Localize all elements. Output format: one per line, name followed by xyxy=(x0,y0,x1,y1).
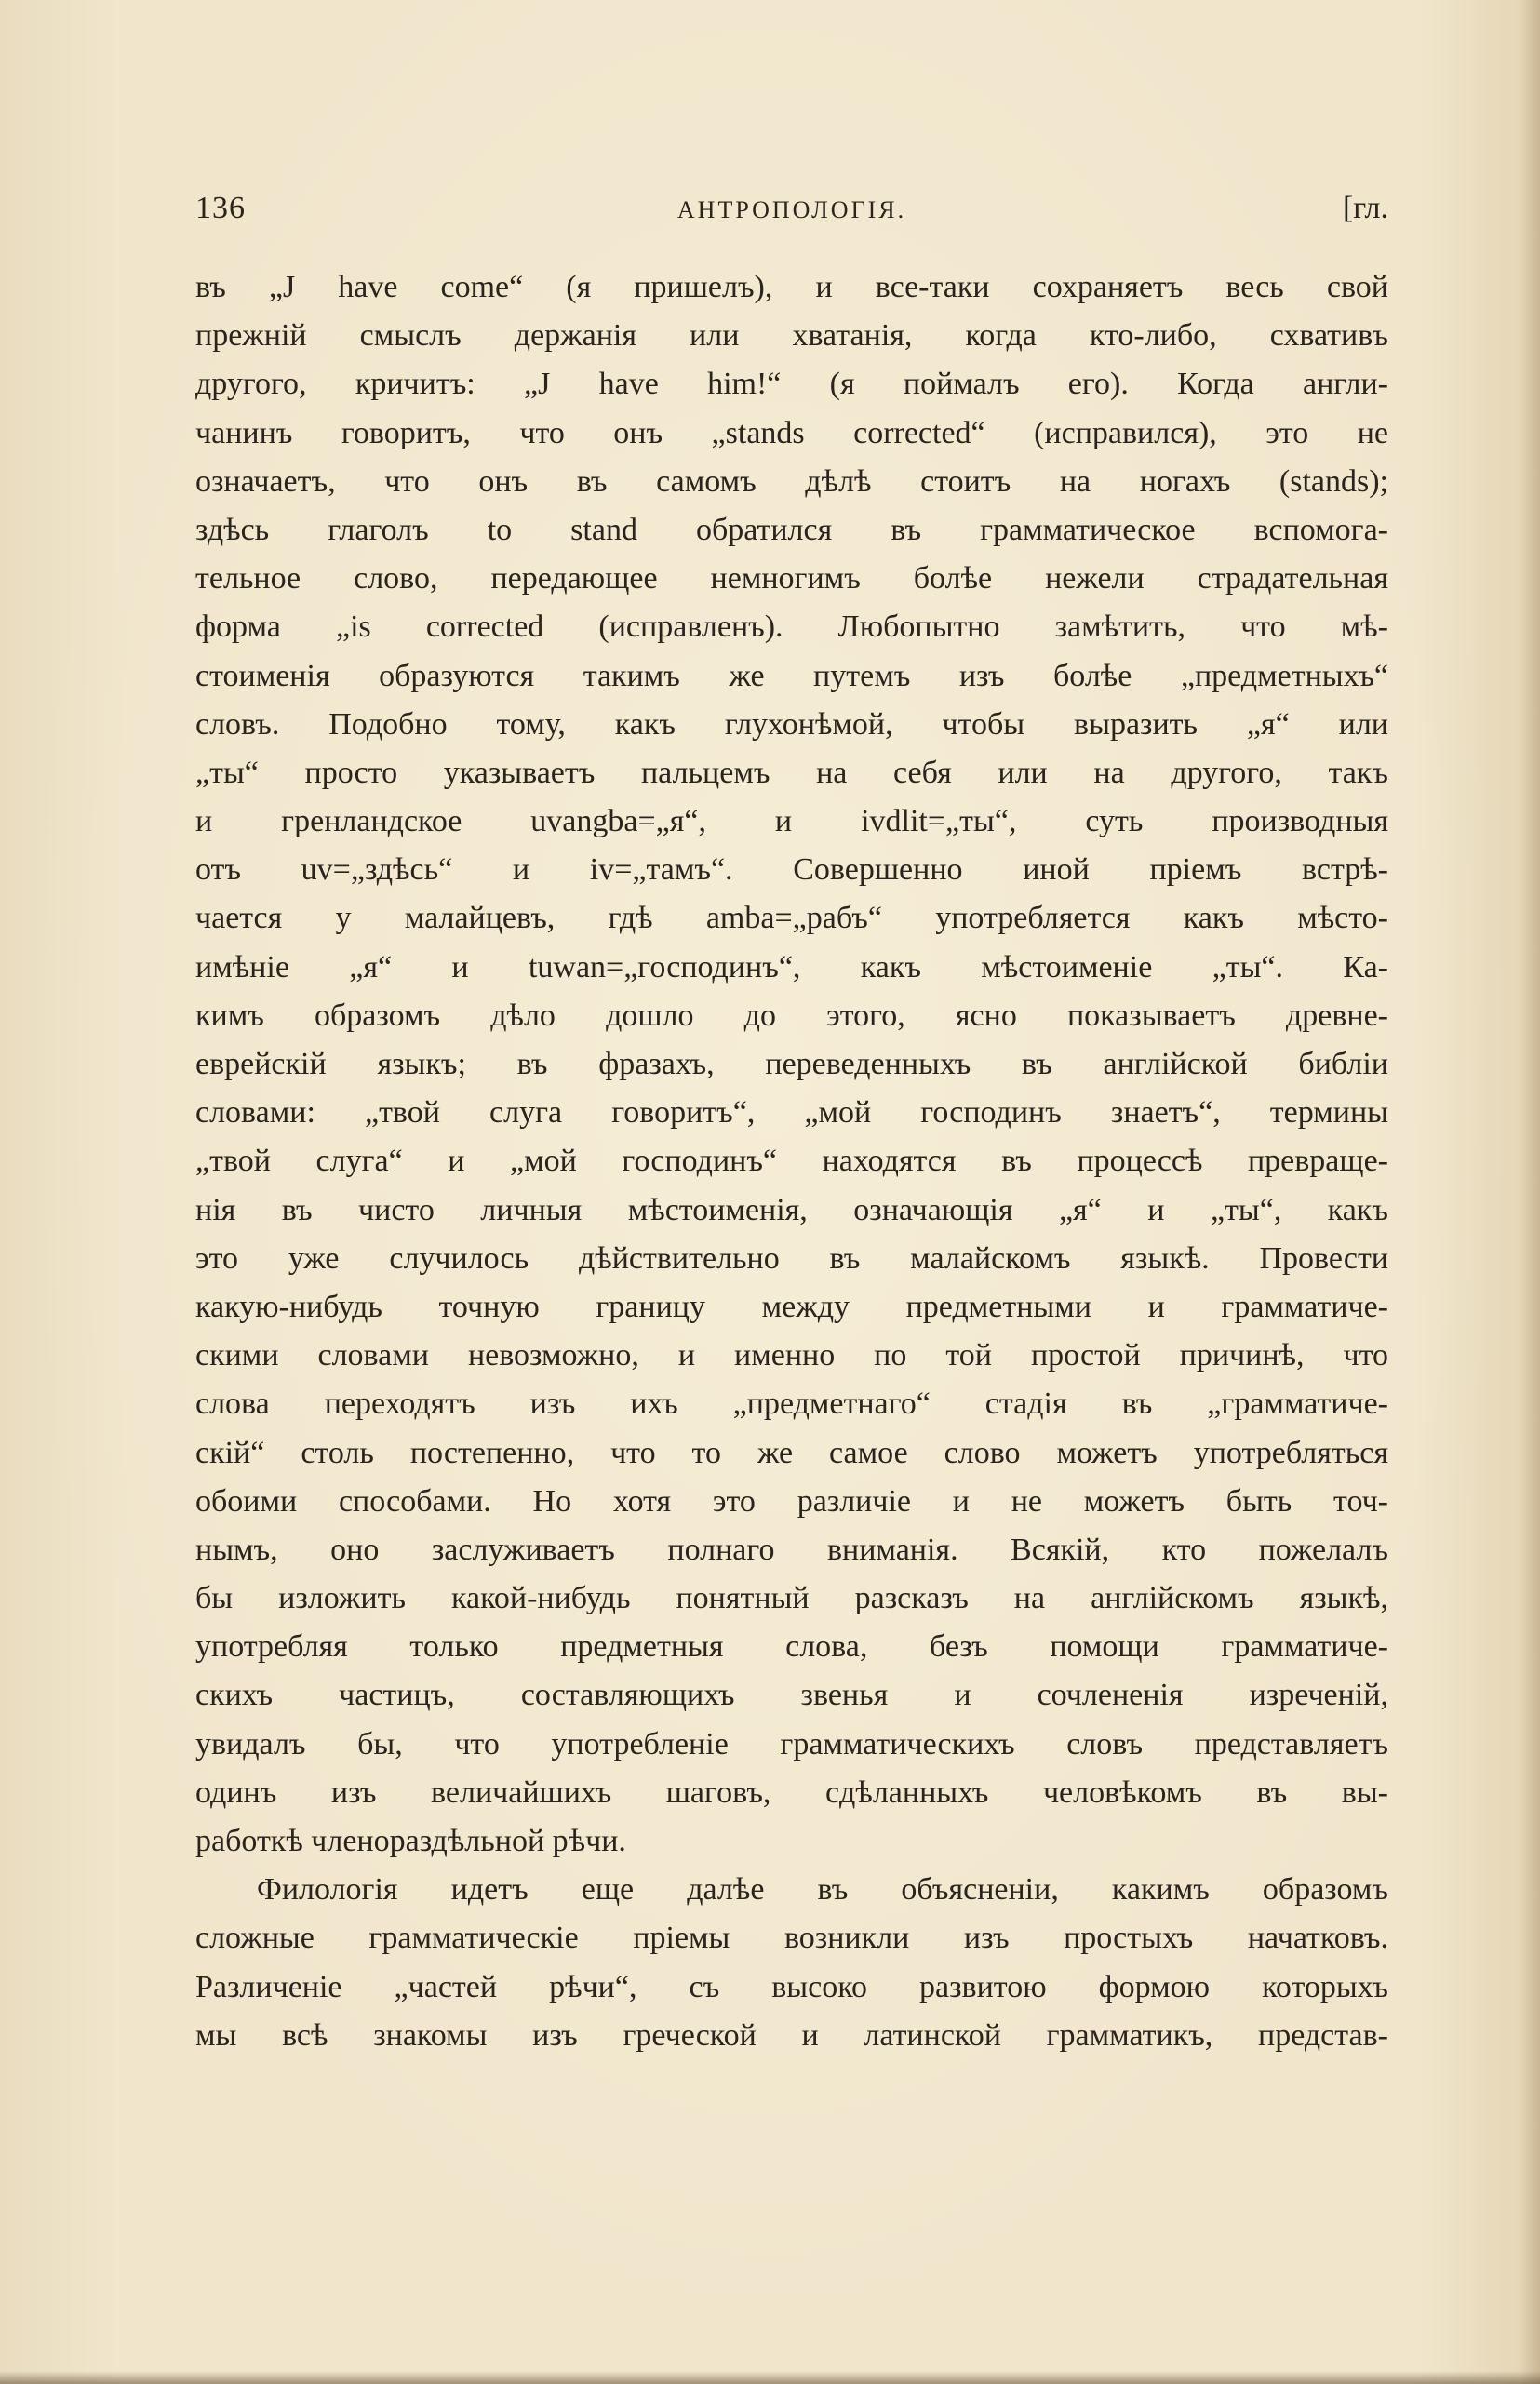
text-line: мы всѣ знакомы изъ греческой и латинской грамматикъ, представ- xyxy=(195,2017,1388,2053)
running-title: АНТРОПОЛОГІЯ. xyxy=(676,196,907,223)
text-line: сложные грамматическіе пріемы возникли изъ простыхъ начатковъ. xyxy=(195,1921,1388,1956)
page-header xyxy=(195,191,1388,237)
text-line: нымъ, оно заслуживаетъ полнаго вниманія. Всякій, кто пожелалъ xyxy=(195,1532,1388,1567)
text-line: бы изложить какой-нибудь понятный разсказъ на англійскомъ языкѣ, xyxy=(195,1581,1388,1616)
text-line: какую-нибудь точную границу между предметными и грамматиче- xyxy=(195,1289,1388,1324)
paragraph-end-line: работкѣ членораздѣльной рѣчи. xyxy=(195,1824,626,1858)
text-line: слова переходятъ изъ ихъ „предметнаго“ стадія въ „грамматиче- xyxy=(195,1386,1388,1422)
text-line: тельное слово, передающее немногимъ болѣе нежели страдательная xyxy=(195,561,1388,596)
text-line: кимъ образомъ дѣло дошло до этого, ясно показываетъ древне- xyxy=(195,998,1388,1033)
text-line: скими словами невозможно, и именно по той простой причинѣ, что xyxy=(195,1338,1388,1373)
text-line: отъ uv=„здѣсь“ и iv=„тамъ“. Совершенно иной пріемъ встрѣ- xyxy=(195,852,1388,888)
text-line: словами: „твой слуга говоритъ“, „мой господинъ знаетъ“, термины xyxy=(195,1095,1388,1131)
text-line: „ты“ просто указываетъ пальцемъ на себя или на другого, такъ xyxy=(195,755,1388,790)
text-line: словъ. Подобно тому, какъ глухонѣмой, чтобы выразить „я“ или xyxy=(195,706,1388,742)
page-edge-shadow xyxy=(1520,0,1540,2384)
text-line: здѣсь глаголъ to stand обратился въ грамматическое вспомога- xyxy=(195,512,1388,547)
text-line: увидалъ бы, что употребленіе грамматическихъ словъ представляетъ xyxy=(195,1726,1388,1761)
text-line: обоими способами. Но хотя это различіе и не можетъ быть точ- xyxy=(195,1483,1388,1519)
text-line: форма „is corrected (исправленъ). Любопытно замѣтить, что мѣ- xyxy=(195,609,1388,645)
text-line: имѣніе „я“ и tuwan=„господинъ“, какъ мѣстоименіе „ты“. Ка- xyxy=(195,949,1388,984)
text-line: прежній смыслъ держанія или хватанія, когда кто-либо, схвативъ xyxy=(195,318,1388,354)
text-line: употребляя только предметныя слова, безъ помощи грамматиче- xyxy=(195,1629,1388,1665)
text-line: стоименія образуются такимъ же путемъ изъ болѣе „предметныхъ“ xyxy=(195,658,1388,693)
text-line: „твой слуга“ и „мой господинъ“ находятся въ процессѣ превраще- xyxy=(195,1144,1388,1179)
text-line: и гренландское uvangba=„я“, и ivdlit=„ты“, суть производныя xyxy=(195,804,1388,839)
page-bottom-shadow xyxy=(0,2371,1540,2384)
paragraph-start-line: Филологія идетъ еще далѣе въ объясненіи, какимъ образомъ xyxy=(257,1872,1388,1908)
text-line: скихъ частицъ, составляющихъ звенья и сочлененія изреченій, xyxy=(195,1678,1388,1713)
text-line: въ „J have come“ (я пришелъ), и все-таки сохраняетъ весь свой xyxy=(195,270,1388,304)
text-line: Различеніе „частей рѣчи“, съ высоко развитою формою которыхъ xyxy=(195,1969,1388,2004)
text-line: одинъ изъ величайшихъ шаговъ, сдѣланныхъ человѣкомъ въ вы- xyxy=(195,1775,1388,1810)
text-line: чается у малайцевъ, гдѣ amba=„рабъ“ употребляется какъ мѣсто- xyxy=(195,901,1388,936)
text-line: нія въ чисто личныя мѣстоименія, означающія „я“ и „ты“, какъ xyxy=(195,1192,1388,1227)
text-line: чанинъ говоритъ, что онъ „stands corrected“ (исправился), это не xyxy=(195,415,1388,450)
text-line: означаетъ, что онъ въ самомъ дѣлѣ стоитъ на ногахъ (stands); xyxy=(195,463,1388,499)
page-number: 136 xyxy=(195,191,246,225)
text-line: это уже случилось дѣйствительно въ малайскомъ языкѣ. Провести xyxy=(195,1240,1388,1276)
text-line: другого, кричитъ: „J have him!“ (я поймалъ его). Когда англи- xyxy=(195,367,1388,402)
text-line: еврейскій языкъ; въ фразахъ, переведенныхъ въ англійской библіи xyxy=(195,1047,1388,1081)
body-text xyxy=(195,263,1388,2060)
text-line: скій“ столь постепенно, что то же самое слово можетъ употребляться xyxy=(195,1435,1388,1470)
chapter-mark: [гл. xyxy=(1342,191,1388,225)
